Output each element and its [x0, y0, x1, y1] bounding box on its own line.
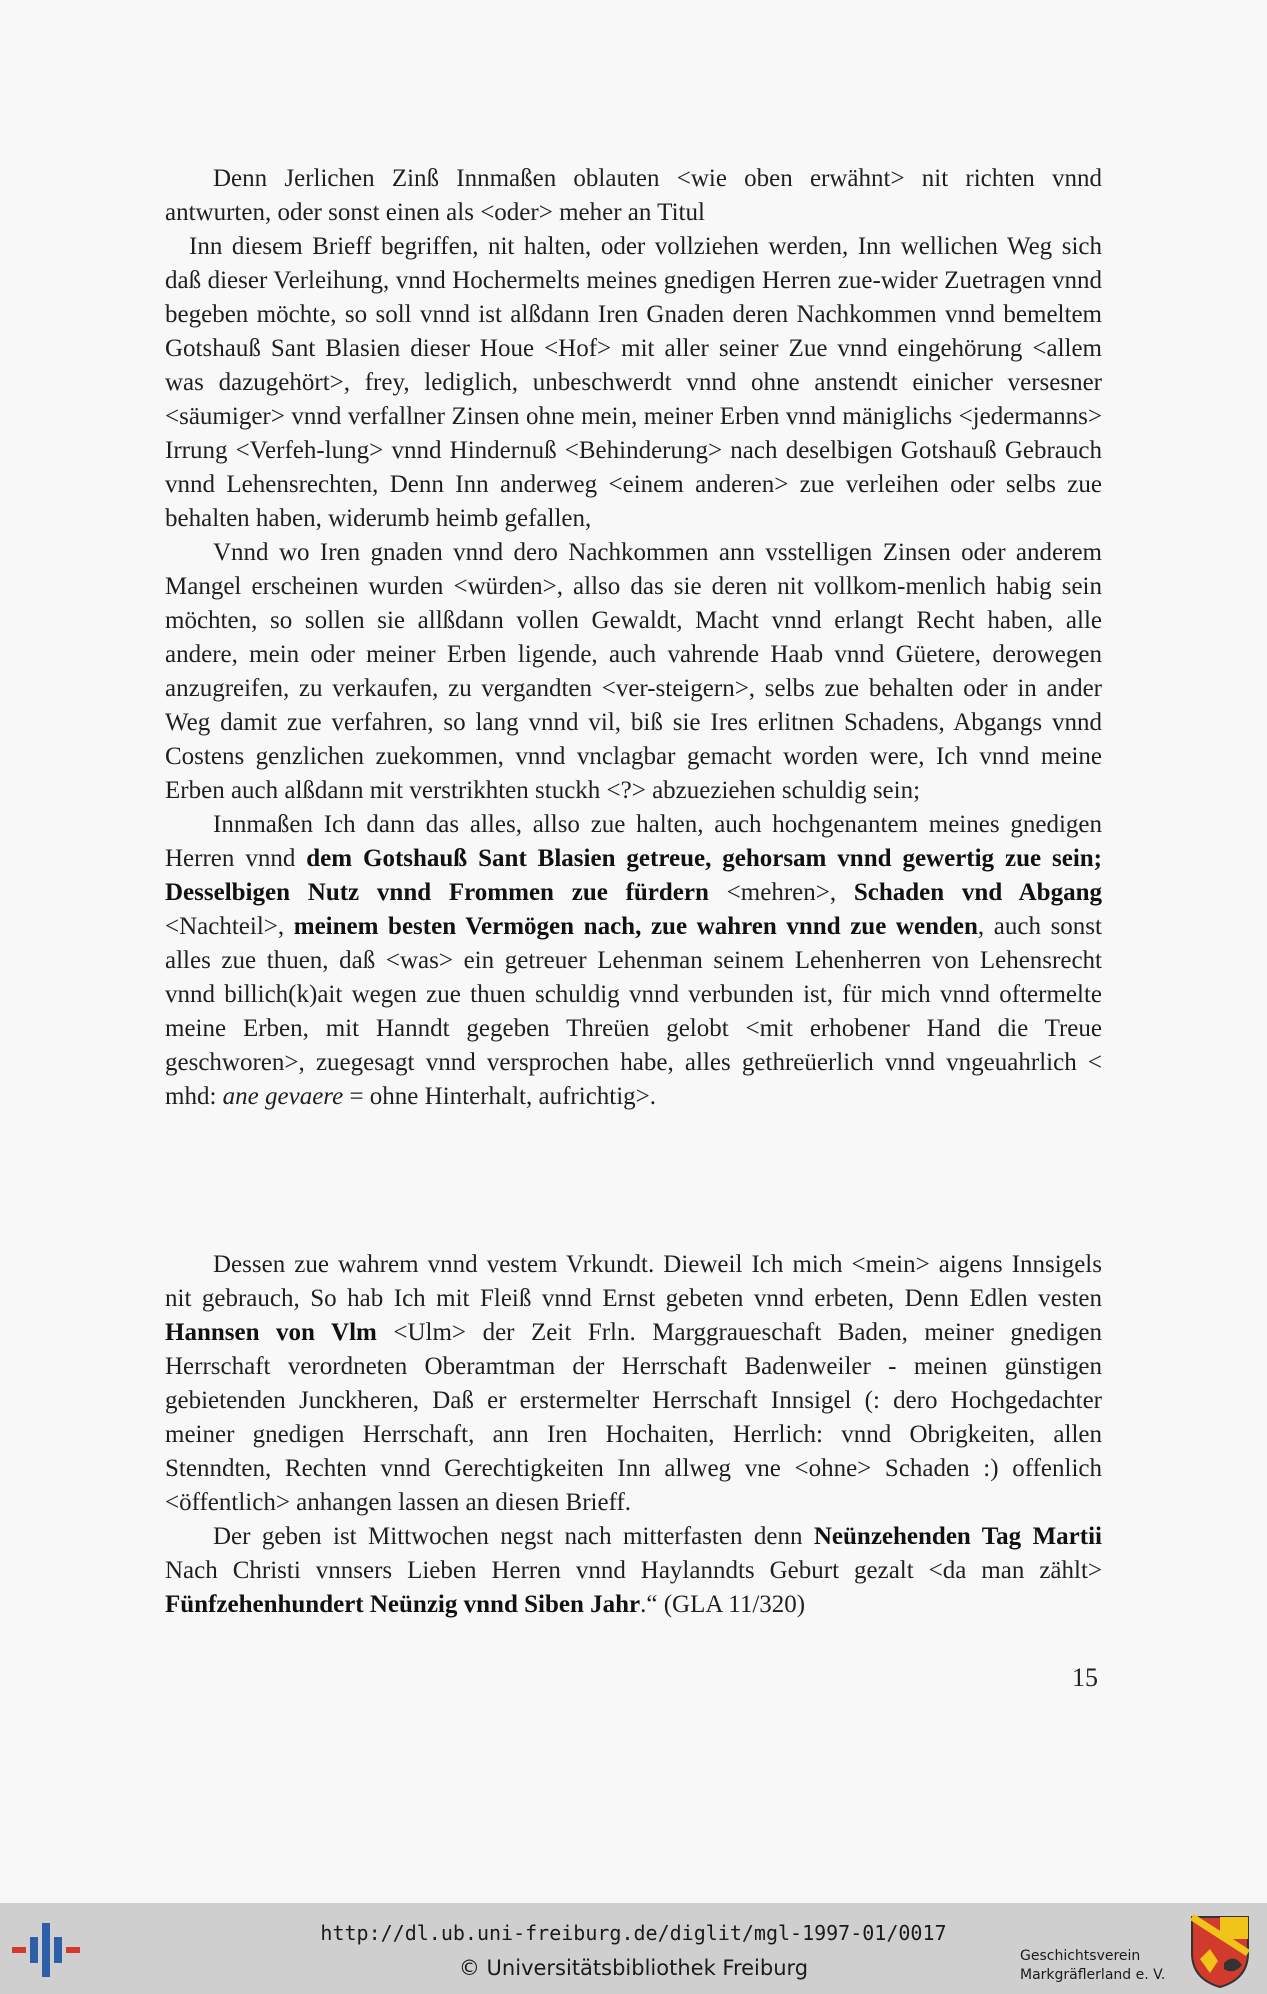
italic-span: ane gevaere: [222, 1083, 344, 1110]
footer-bar: [0, 1903, 1267, 1994]
body-text: [165, 162, 1102, 1114]
text-span: <Nachteil>,: [165, 913, 294, 940]
bold-span: Hannsen von Vlm: [165, 1319, 377, 1346]
coat-of-arms-icon: [1188, 1913, 1252, 1989]
society-name: [1020, 1947, 1165, 1985]
paragraph-1: Denn Jerlichen Zinß Innmaßen oblauten <wie oben erwähnt> nit richten vnnd antwurten, oder sonst einen als <oder> meher an Titul: [165, 165, 1102, 226]
paragraph-4: [165, 808, 1102, 1114]
bold-span: Neünzehenden Tag Martii: [813, 1523, 1102, 1550]
text-span: , auch sonst alles zue thuen, daß <was> ein getreuer Lehenman seinem Lehenherren von Lehensrecht vnnd billich(k)ait wegen zue thuen schuldig vnnd verbunden ist, für mich vnnd oftermelte meine Erben, mit Hanndt gegeben Threüen gelobt <mit erhobener Hand die Treue geschworen>, zuegesagt vnnd versprochen habe, alles gethreüerlich vnnd vngeuahrlich < mhd:: [165, 913, 1102, 1110]
footer-url-link[interactable]: http://dl.ub.uni-freiburg.de/diglit/mgl-1997-01/0017: [320, 1921, 947, 1945]
page-number: 15: [1072, 1663, 1098, 1692]
closing-text: [165, 1248, 1102, 1622]
text-span: Nach Christi vnnsers Lieben Herren vnnd Haylanndts Geburt gezalt <da man zählt>: [165, 1557, 1102, 1584]
text-span: .“ (GLA 11/320): [640, 1591, 806, 1618]
text-span: <mehren>,: [708, 879, 854, 906]
paragraph-2: Inn diesem Brieff begriffen, nit halten, oder vollziehen werden, Inn wellichen Weg sich daß dieser Verleihung, vnnd Hochermelts meines gnedigen Herren zue-wider Zuetragen vnnd begeben möchte, so soll vnnd ist alßdann Iren Gnaden deren Nachkommen vnnd bemeltem Gotshauß Sant Blasien dieser Houe <Hof> mit aller seiner Zue vnnd eingehörung <allem was dazugehört>, frey, lediglich, unbeschwerdt vnnd ohne anstendt einicher versesner <säumiger> vnnd verfallner Zinsen ohne mein, meiner Erben vnnd mäniglichs <jedermanns> Irrung <Verfeh-lung> vnnd Hindernuß <Behinderung> nach deselbigen Gotshauß Gebrauch vnnd Lehensrechten, Denn Inn anderweg <einem anderen> zue verleihen oder selbs zue behalten haben, widerumb heimb gefallen,: [165, 233, 1102, 532]
paragraph-5: [165, 1248, 1102, 1520]
text-span: Dessen zue wahrem vnnd vestem Vrkundt. Dieweil Ich mich <mein> aigens Innsigels nit gebrauch, So hab Ich mit Fleiß vnnd Ernst gebeten vnnd erbeten, Denn Edlen vesten: [165, 1251, 1102, 1312]
footer-copyright: © Universitätsbibliothek Freiburg: [458, 1956, 809, 1980]
society-line-1: Geschichtsverein: [1020, 1948, 1141, 1964]
paragraph-3: Vnnd wo Iren gnaden vnnd dero Nachkommen ann vsstelligen Zinsen oder anderem Mangel erscheinen wurden <würden>, allso das sie deren nit vollkom-menlich habig sein möchten, so sollen sie allßdann vollen Gewaldt, Macht vnnd erlangt Recht haben, alle andere, mein oder meiner Erben ligende, auch vahrende Haab vnnd Güetere, derowegen anzugreifen, zu verkaufen, zu vergandten <ver-steigern>, selbs zue behalten oder in ander Weg damit zue verfahren, so lang vnnd vil, biß sie Ires erlitnen Schadens, Abgangs vnnd Costens genzlichen zuekommen, vnnd vnclagbar gemacht worden were, Ich vnnd meine Erben auch alßdann mit verstrikhten stuckh <?> abzueziehen schuldig sein;: [165, 539, 1102, 804]
bold-span: Schaden vnd Abgang: [853, 879, 1102, 906]
text-span: <Ulm> der Zeit Frln. Marggraueschaft Baden, meiner gnedigen Herrschaft verordneten Oberamtman der Herrschaft Badenweiler - meinen günstigen gebietenden Junckheren, Daß er erstermelter Herrschaft Innsigel (: dero Hochgedachter meiner gnedigen Herrschaft, ann Iren Hochaiten, Herrlich: vnnd Obrigkeiten, allen Stenndten, Rechten vnnd Gerechtigkeiten Inn allweg vne <ohne> Schaden :) offenlich <öffentlich> anhangen lassen an diesen Brieff.: [165, 1319, 1102, 1516]
text-span: Innmaßen Ich dann das alles, allso zue halten, auch hochgenantem meines gnedigen Herren vnnd: [165, 811, 1102, 872]
bold-span: Fünfzehenhundert Neünzig vnnd Siben Jahr: [165, 1591, 641, 1618]
paragraph-6: [165, 1520, 1102, 1622]
bold-span: dem Gotshauß Sant Blasien getreue, gehorsam vnnd gewertig zue sein; Desselbigen Nutz vnnd Frommen zue fürdern: [165, 845, 1102, 906]
bold-span: meinem besten Vermögen nach, zue wahren vnnd zue wenden: [293, 913, 978, 940]
society-line-2: Markgräflerland e. V.: [1020, 1967, 1166, 1983]
text-span: Der geben ist Mittwochen negst nach mitterfasten denn: [213, 1523, 814, 1550]
text-span: = ohne Hinterhalt, aufrichtig>.: [343, 1083, 657, 1110]
